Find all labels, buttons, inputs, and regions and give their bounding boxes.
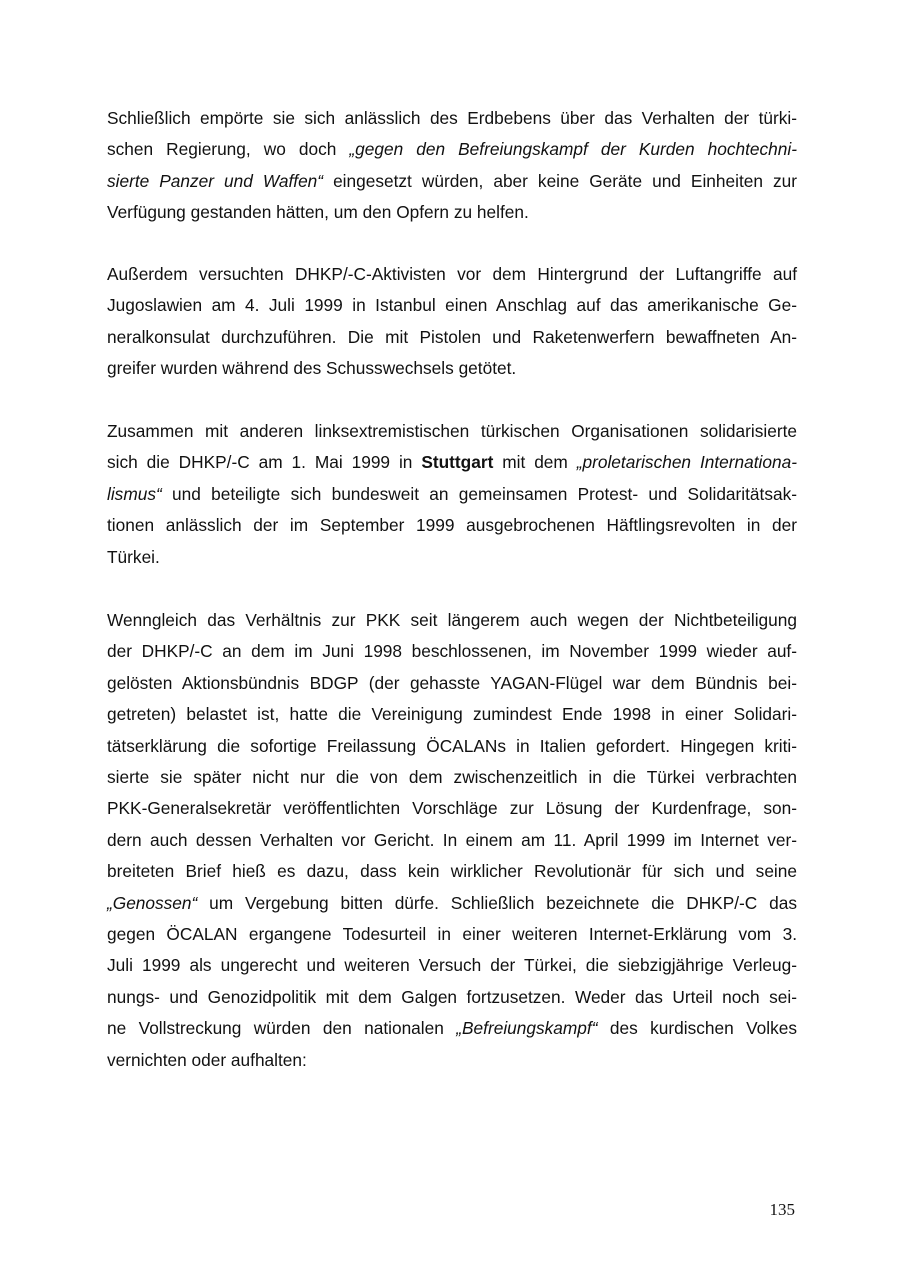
text-line: PKK-Generalsekretär veröffentlichten Vorschläge zur Lösung der Kurdenfrage, son- [107, 798, 797, 819]
text-line: nungs- und Genozidpolitik mit dem Galgen fortzusetzen. Weder das Urteil noch sei- [107, 986, 797, 1007]
paragraph-solidarity [107, 416, 797, 573]
text-line: greifer wurden während des Schusswechsels getötet. [107, 358, 517, 379]
text-line: sierte Panzer und Waffen“ eingesetzt würden, aber keine Geräte und Einheiten zur [107, 170, 797, 191]
page-number: 135 [769, 1200, 795, 1219]
text-line: „Genossen“ um Vergebung bitten dürfe. Schließlich bezeichnete die DHKP/-C das [107, 892, 797, 913]
text-line: Verfügung gestanden hätten, um den Opfern zu helfen. [107, 202, 529, 223]
text-line: gegen ÖCALAN ergangene Todesurteil in einer weiteren Internet-Erklärung vom 3. [107, 924, 797, 945]
text-line: Außerdem versuchten DHKP/-C-Aktivisten vor dem Hintergrund der Luftangriffe auf [107, 264, 797, 284]
text-line: Juli 1999 als ungerecht und weiteren Versuch der Türkei, die siebzigjährige Verleug- [107, 955, 797, 976]
text-line: Schließlich empörte sie sich anlässlich des Erdbebens über das Verhalten der türki- [107, 108, 797, 128]
text-line: lismus“ und beteiligte sich bundesweit an gemeinsamen Protest- und Solidaritätsak- [107, 483, 797, 504]
text-line: Wenngleich das Verhältnis zur PKK seit längerem auch wegen der Nichtbeteiligung [107, 610, 797, 630]
text-line: neralkonsulat durchzuführen. Die mit Pistolen und Raketenwerfern bewaffneten An- [107, 326, 797, 347]
text-line: Türkei. [107, 546, 160, 567]
text-line: tätserklärung die sofortige Freilassung ÖCALANs in Italien gefordert. Hingegen kriti- [107, 735, 797, 756]
text-line: ne Vollstreckung würden den nationalen „Befreiungskampf“ des kurdischen Volkes [107, 1018, 797, 1039]
paragraph-consulate-attack [107, 259, 797, 385]
text-line: sierte sie später nicht nur die von dem zwischenzeitlich in die Türkei verbrachten [107, 767, 797, 788]
text-line: tionen anlässlich der im September 1999 ausgebrochenen Häftlingsrevolten in der [107, 515, 797, 536]
text-line: dern auch dessen Verhalten vor Gericht. In einem am 11. April 1999 im Internet ver- [107, 829, 797, 850]
text-line: breiteten Brief hieß es dazu, dass kein wirklicher Revolutionär für sich und seine [107, 861, 797, 882]
text-line: Jugoslawien am 4. Juli 1999 in Istanbul einen Anschlag auf das amerikanische Ge- [107, 295, 797, 316]
text-line: vernichten oder aufhalten: [107, 1049, 307, 1070]
text-line: Zusammen mit anderen linksextremistischen türkischen Organisationen solidarisierte [107, 421, 797, 441]
text-line: getreten) belastet ist, hatte die Vereinigung zumindest Ende 1998 in einer Solidari- [107, 704, 797, 725]
text-line: schen Regierung, wo doch „gegen den Befreiungskampf der Kurden hochtechni- [107, 139, 797, 160]
paragraph-earthquake [107, 103, 797, 229]
text-line: gelösten Aktionsbündnis BDGP (der gehasste YAGAN-Flügel war dem Bündnis bei- [107, 672, 797, 693]
text-line: sich die DHKP/-C am 1. Mai 1999 in Stuttgart mit dem „proletarischen Internationa- [107, 452, 797, 473]
paragraph-pkk-relations [107, 605, 797, 1076]
text-line: der DHKP/-C an dem im Juni 1998 beschlossenen, im November 1999 wieder auf- [107, 641, 797, 662]
